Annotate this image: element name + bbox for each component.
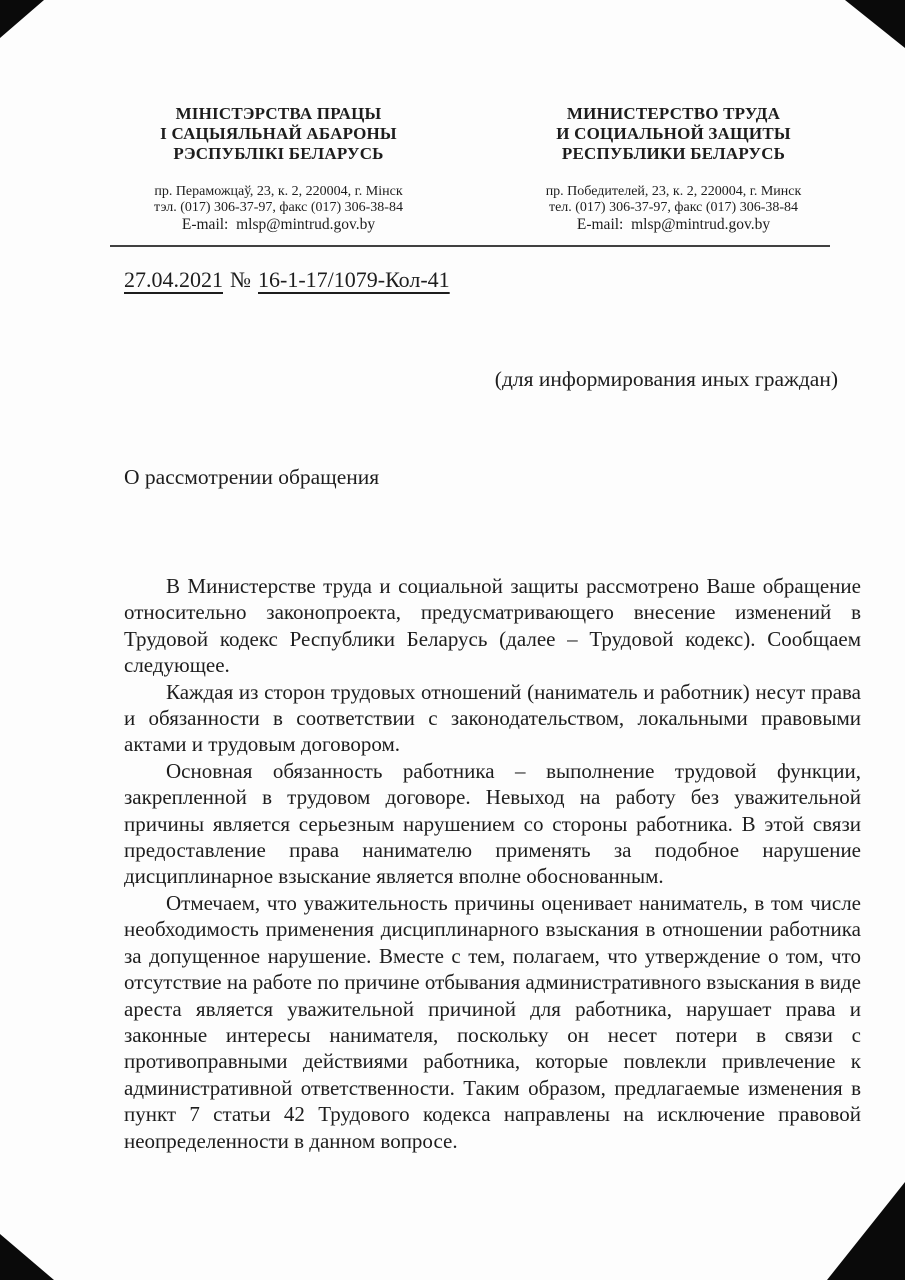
org-name-line: И СОЦИАЛЬНОЙ ЗАЩИТЫ (556, 124, 791, 143)
body-paragraph-4: Отмечаем, что уважительность причины оценивает наниматель, в том числе необходимость применения дисциплинарного взыскания в отношении работника за допущенное нарушение. Вместе с тем, полагаем, что утверждение о том, что отсутствие на работе по причине отбывания административного взыскания в виде ареста является уважительной причиной для работника, нарушает права и законные интересы нанимателя, поскольку он несет потери в связи с противоправными действиями работника, которые повлекли привлечение к административной ответственности. Таким образом, предлагаемые изменения в пункт 7 статьи 42 Трудового кодекса направлены на исключение правовой неопределенности в данном вопросе. (124, 890, 861, 1153)
number-sign: № (230, 267, 251, 292)
contact-block-belarusian (106, 184, 451, 233)
org-name-line: РЕСПУБЛИКИ БЕЛАРУСЬ (561, 144, 786, 163)
scan-corner-mark-bottom-left (0, 1234, 54, 1280)
body-paragraph-3: Основная обязанность работника – выполнение трудовой функции, закрепленной в трудовом договоре. Невыход на работу без уважительной причины является серьезным нарушением со стороны работника. В этой связи предоставление права нанимателю применять за подобное нарушение дисциплинарное взыскание является вполне обоснованным. (124, 758, 861, 889)
org-name-line: І САЦЫЯЛЬНАЙ АБАРОНЫ (160, 124, 397, 143)
org-name-russian (501, 104, 846, 164)
postal-address: пр. Победителей, 23, к. 2, 220004, г. Минск (545, 184, 802, 199)
body-paragraph-1: В Министерстве труда и социальной защиты рассмотрено Ваше обращение относительно законопроекта, предусматривающего внесение изменений в Трудовой кодекс Республики Беларусь (далее – Трудовой кодекс). Сообщаем следующее. (124, 574, 861, 678)
email-line: E-mail: mlsp@mintrud.gov.by (181, 216, 376, 233)
scan-corner-mark-top-left (0, 0, 44, 38)
email-line: E-mail: mlsp@mintrud.gov.by (576, 216, 771, 233)
subject-line: О рассмотрении обращения (124, 465, 380, 489)
reference-line (124, 266, 450, 294)
letter-number: 16-1-17/1079-Кол-41 (258, 267, 450, 292)
contact-block-russian (501, 184, 846, 233)
letter-date: 27.04.2021 (124, 267, 223, 292)
org-name-line: МИНИСТЕРСТВО ТРУДА (566, 104, 781, 123)
phone-fax-line: тэл. (017) 306-37-97, факс (017) 306-38-84 (154, 200, 403, 215)
scan-corner-mark-bottom-right (827, 1182, 905, 1280)
letterhead-divider-rule (110, 245, 830, 247)
letterhead-belarusian-column (106, 104, 451, 233)
org-name-line: РЭСПУБЛІКІ БЕЛАРУСЬ (173, 144, 384, 163)
letterhead (106, 104, 846, 233)
org-name-belarusian (106, 104, 451, 164)
phone-fax-line: тел. (017) 306-37-97, факс (017) 306-38-84 (548, 200, 799, 215)
letterhead-russian-column (501, 104, 846, 233)
addressee-note: (для информирования иных граждан) (494, 367, 838, 391)
body-paragraph-2: Каждая из сторон трудовых отношений (наниматель и работник) несут права и обязанности в соответствии с законодательством, локальными правовыми актами и трудовым договором. (124, 679, 861, 757)
postal-address: пр. Пераможцаў, 23, к. 2, 220004, г. Мінск (154, 184, 403, 199)
scan-corner-mark-top-right (845, 0, 905, 48)
letter-body (124, 573, 861, 1154)
org-name-line: МІНІСТЭРСТВА ПРАЦЫ (175, 104, 382, 123)
